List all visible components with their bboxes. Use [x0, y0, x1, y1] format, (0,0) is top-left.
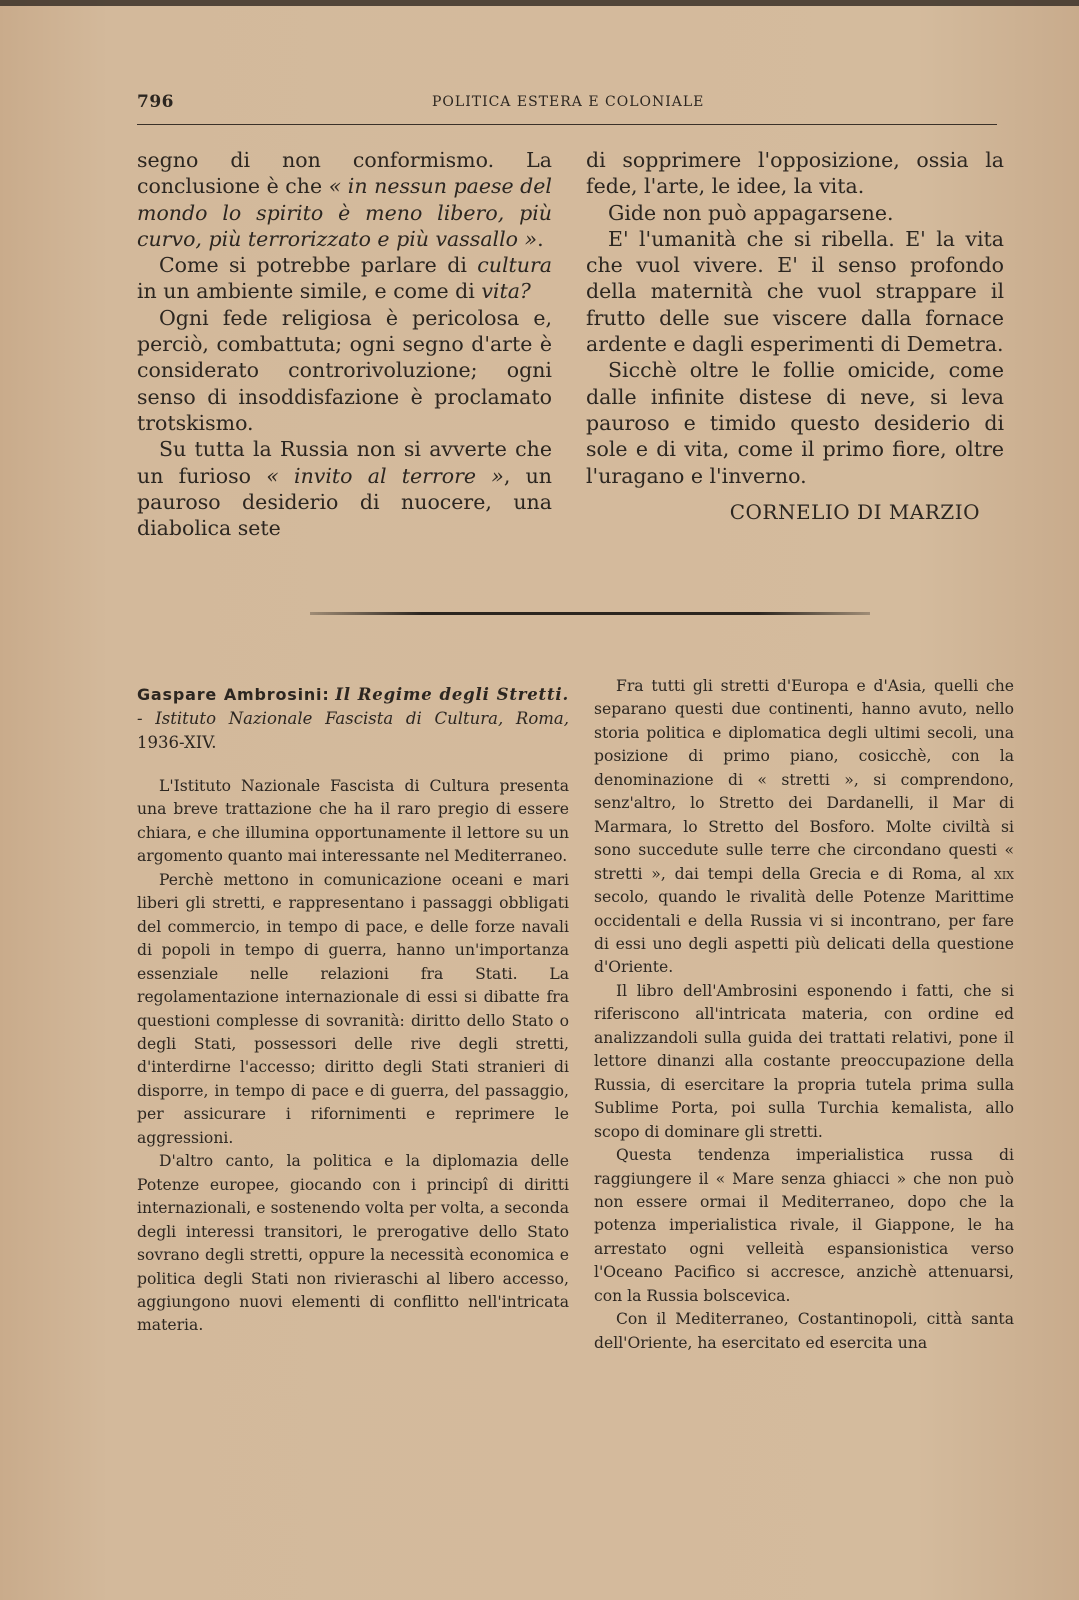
- paragraph: di sopprimere l'opposizione, ossia la fede, l'arte, le idee, la vita.: [586, 148, 1004, 199]
- page-top-edge: [0, 0, 1079, 6]
- review-book-title: Il Regime degli Stretti.: [335, 685, 570, 704]
- paragraph: Ogni fede religiosa è pericolosa e, perciò, combattuta; ogni segno d'arte è considerato controrivoluzione; ogni senso di insoddisfazione è proclamato trotskismo.: [137, 305, 552, 435]
- paragraph: [137, 147, 552, 252]
- lower-left-column: [137, 683, 569, 1338]
- running-header: [137, 92, 997, 125]
- paragraph: Il libro dell'Ambrosini esponendo i fatti, che si riferiscono all'intricata materia, con ordine ed analizzandoli sulla guida dei trattati relativi, pone il lettore dinanzi alla costante preoccupazione della Russia, di esercitare la propria tutela prima sulla Sublime Porta, poi sulla Turchia kemalista, allo scopo di dominare gli stretti.: [594, 981, 1014, 1141]
- paragraph: Con il Mediterraneo, Costantinopoli, città santa dell'Oriente, ha esercitato ed esercita una: [594, 1310, 1014, 1352]
- text-run: Su tutta la Russia non si avverte che un furioso: [137, 437, 552, 488]
- upper-left-column: [137, 147, 552, 541]
- text-run: Fra tutti gli stretti d'Europa e d'Asia, quelli che separano questi due continenti, hanno avuto, nello storia politica e diplomatica degli ultimi secoli, una posizione di primo piano, cosicchè, con la denominazione di « stretti », si comprendono, senz'altro, lo Stretto dei Dardanelli, il Mar di Marmara, lo Stretto del Bosforo. Molte civiltà si sono succedute sulle terre che circondano questi « stretti », dai tempi della Grecia e di Roma, al: [594, 677, 1014, 883]
- paragraph: E' l'umanità che si ribella. E' la vita che vuol vivere. E' il senso profondo della maternità che vuol strappare il frutto delle sue viscere dalla fornace ardente e dagli esperimenti di Demetra.: [586, 226, 1004, 357]
- paragraph: Perchè mettono in comunicazione oceani e mari liberi gli stretti, e rappresentano i passaggi obbligati del commercio, in tempo di pace, e delle forze navali di popoli in tempo di guerra, hanno un'importanza essenziale nelle relazioni fra Stati. La regolamentazione internazionale di essi si dibatte fra questioni complesse di sovranità: diritto dello Stato o degli Stati, possessori delle rive degli stretti, d'interdirne l'accesso; diritto degli Stati stranieri di disporre, in tempo di pace e di guerra, del passaggio, per assicurare i rifornimenti e reprimere le aggressioni.: [137, 870, 569, 1147]
- text-run: .: [537, 226, 544, 251]
- paragraph: L'Istituto Nazionale Fascista di Cultura presenta una breve trattazione che ha il raro pregio di essere chiara, e che illumina opportunamente il lettore su un argomento quanto mai interessante nel Mediterraneo.: [137, 777, 569, 866]
- paragraph: Questa tendenza imperialistica russa di raggiungere il « Mare senza ghiacci » che non può non essere ormai il Mediterraneo, dopo che la potenza imperialistica rivale, il Giappone, le ha arrestato ogni velleità espansionistica verso l'Oceano Pacifico si accresce, anzichè attenuarsi, con la Russia bolscevica.: [594, 1146, 1014, 1305]
- century-numeral: xix: [993, 864, 1014, 883]
- italic-quote: « in nessun paese del mondo lo spirito è meno libero, più curvo, più terrorizzato e più vassallo »: [137, 174, 552, 251]
- review-year: 1936-XIV.: [137, 733, 217, 752]
- text-run: segno di non conformismo. La conclusione è che: [137, 148, 552, 199]
- text-run: , un pauroso desiderio di nuocere, una diabolica sete: [137, 463, 552, 541]
- italic-word: vita?: [481, 279, 531, 304]
- paragraph: Gide non può appagarsene.: [608, 200, 894, 225]
- paragraph: Sicchè oltre le follie omicide, come dalle infinite distese di neve, si leva pauroso e timido questo desiderio di sole e di vita, come il primo fiore, oltre l'uragano e l'inverno.: [586, 358, 1004, 488]
- section-divider: [310, 612, 870, 615]
- text-run: Come si potrebbe parlare di: [159, 253, 478, 278]
- italic-quote: « invito al terrore »: [266, 463, 504, 488]
- lower-right-column: [594, 675, 1014, 1355]
- italic-word: cultura: [477, 253, 552, 278]
- text-run: secolo, quando le rivalità delle Potenze Marittime occidentali e della Russia vi si incontrano, per fare di essi uno degli aspetti più delicati della questione d'Oriente.: [594, 888, 1014, 977]
- author-signature: CORNELIO DI MARZIO: [729, 499, 980, 524]
- paragraph: D'altro canto, la politica e la diplomazia delle Potenze europee, giocando con i principî di diritti internazionali, e sostenendo volta per volta, a seconda degli interessi transitori, le prerogative dello Stato sovrano degli stretti, oppure la necessità economica e politica degli Stati non rivieraschi al libero accesso, aggiungono nuovi elementi di conflitto nell'intricata materia.: [137, 1152, 569, 1335]
- upper-right-column: [586, 147, 1004, 525]
- review-publisher: - Istituto Nazionale Fascista di Cultura, Roma,: [137, 709, 569, 728]
- running-title: POLITICA ESTERA E COLONIALE: [432, 94, 705, 110]
- paragraph: [137, 436, 552, 541]
- review-citation: [137, 683, 569, 755]
- paragraph: [137, 252, 552, 305]
- text-run: in un ambiente simile, e come di: [137, 279, 482, 304]
- review-author: Gaspare Ambrosini:: [137, 685, 330, 704]
- paragraph: [594, 675, 1014, 980]
- page-number: 796: [137, 92, 174, 112]
